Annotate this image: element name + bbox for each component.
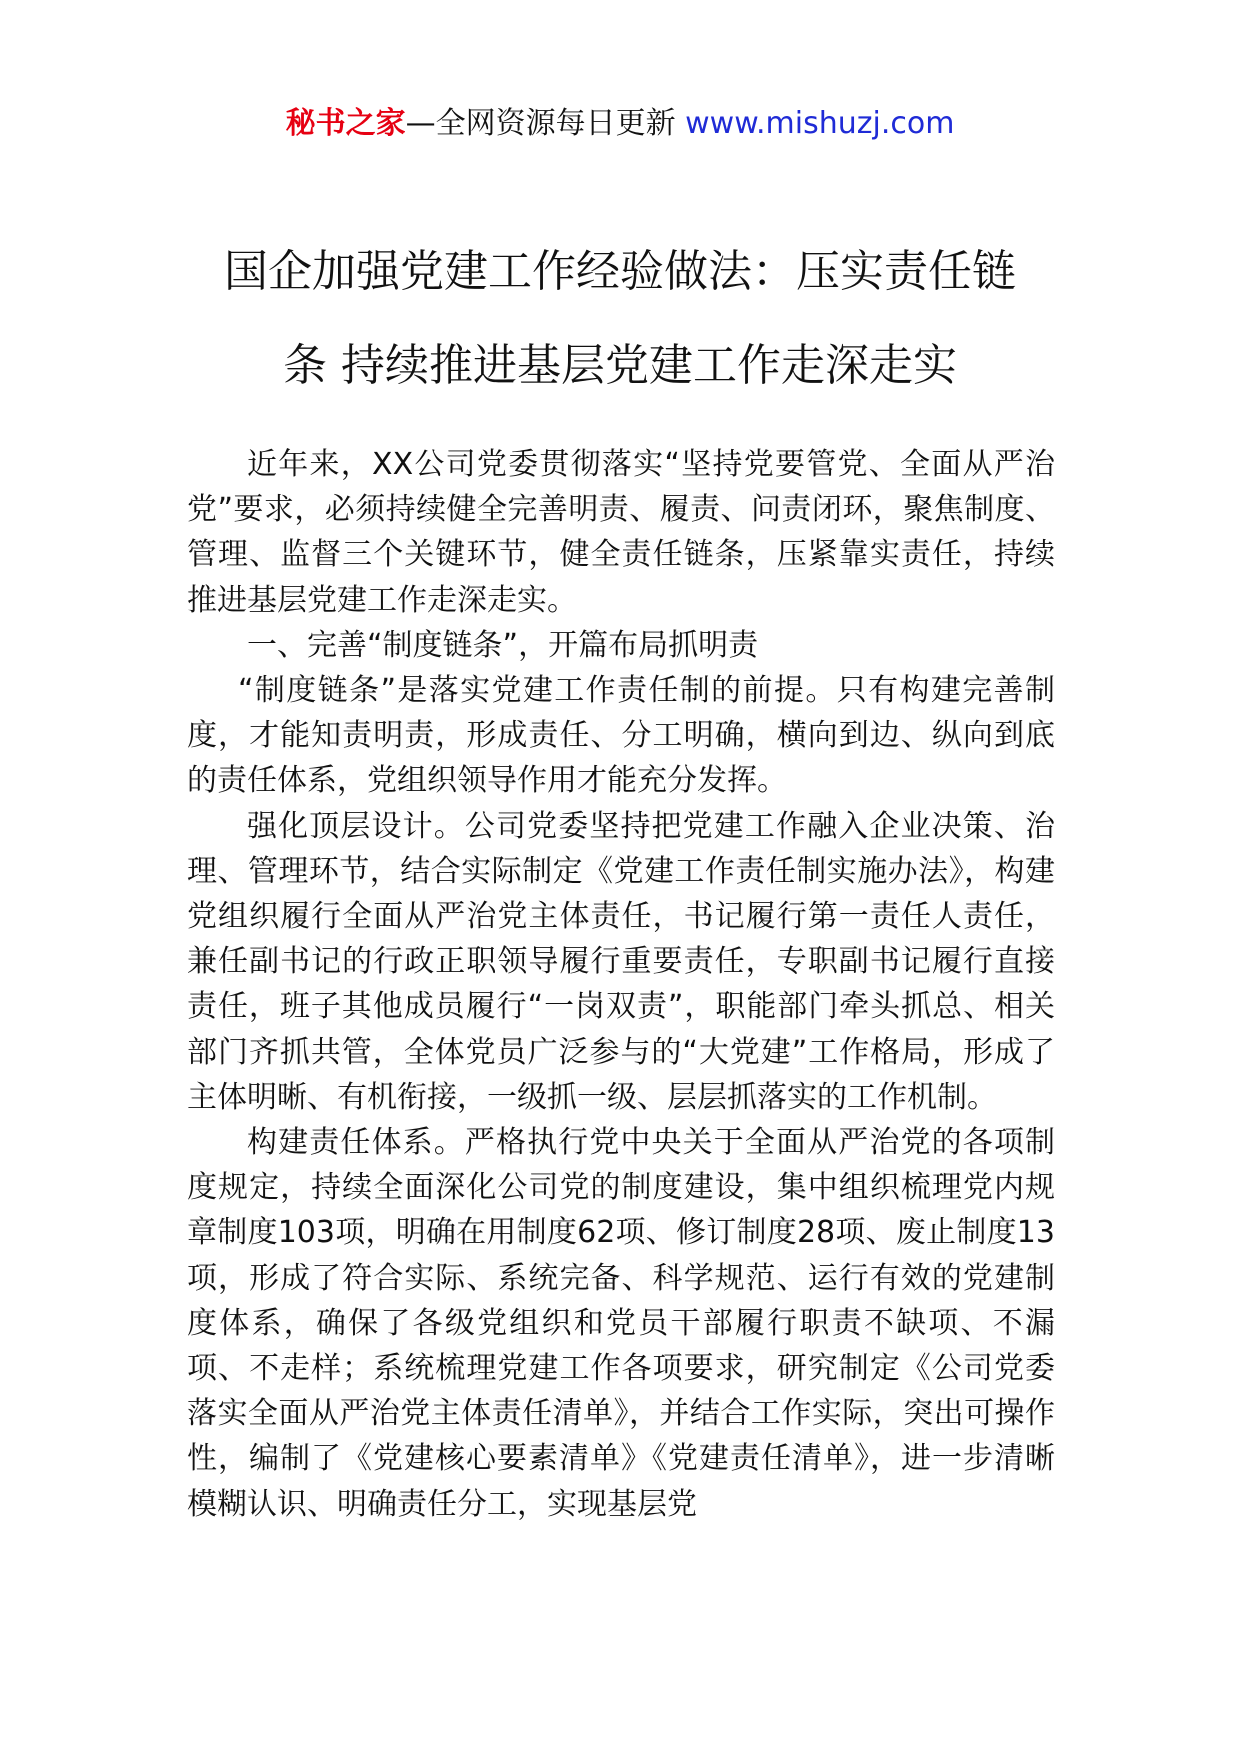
section-heading-1: 一、完善“制度链条”，开篇布局抓明责 <box>247 627 759 663</box>
section-1-paragraph: “制度链条”是落实党建工作责任制的前提。只有构建完善制度，才能知责明责，形成责任、分工明确，横向到边、纵向到底的责任体系，党组织领导作用才能充分发挥。 <box>187 673 1055 799</box>
document-body <box>187 442 1055 1527</box>
site-brand: 秘书之家 <box>285 106 406 141</box>
document-title-line-1: 国企加强党建工作经验做法：压实责任链 <box>224 246 1016 297</box>
site-url-link[interactable]: www.mishuzj.com <box>685 106 955 141</box>
document-title <box>150 225 1090 413</box>
responsibility-system-paragraph: 构建责任体系。严格执行党中央关于全面从严治党的各项制度规定，持续全面深化公司党的制度建设，集中组织梳理党内规章制度103项，明确在用制度62项、修订制度28项、废止制度13项，形成了符合实际、系统完备、科学规范、运行有效的党建制度体系，确保了各级党组织和党员干部履行职责不缺项、不漏项、不走样；系统梳理党建工作各项要求，研究制定《公司党委落实全面从严治党主体责任清单》，并结合工作实际，突出可操作性，编制了《党建核心要素清单》《党建责任清单》，进一步清晰模糊认识、明确责任分工，实现基层党 <box>187 1125 1055 1522</box>
top-level-design-paragraph: 强化顶层设计。公司党委坚持把党建工作融入企业决策、治理、管理环节，结合实际制定《党建工作责任制实施办法》，构建党组织履行全面从严治党主体责任，书记履行第一责任人责任，兼任副书记的行政正职领导履行重要责任，专职副书记履行直接责任，班子其他成员履行“一岗双责”，职能部门牵头抓总、相关部门齐抓共管，全体党员广泛参与的“大党建”工作格局，形成了主体明晰、有机衔接，一级抓一级、层层抓落实的工作机制。 <box>187 808 1055 1115</box>
site-header <box>0 100 1240 148</box>
document-title-line-2: 条 持续推进基层党建工作走深走实 <box>283 340 957 391</box>
intro-paragraph: 近年来，XX公司党委贯彻落实“坚持党要管党、全面从严治党”要求，必须持续健全完善明责、履责、问责闭环，聚焦制度、管理、监督三个关键环节，健全责任链条，压紧靠实责任，持续推进基层党建工作走深走实。 <box>187 447 1055 618</box>
site-slogan: —全网资源每日更新 <box>405 106 686 141</box>
